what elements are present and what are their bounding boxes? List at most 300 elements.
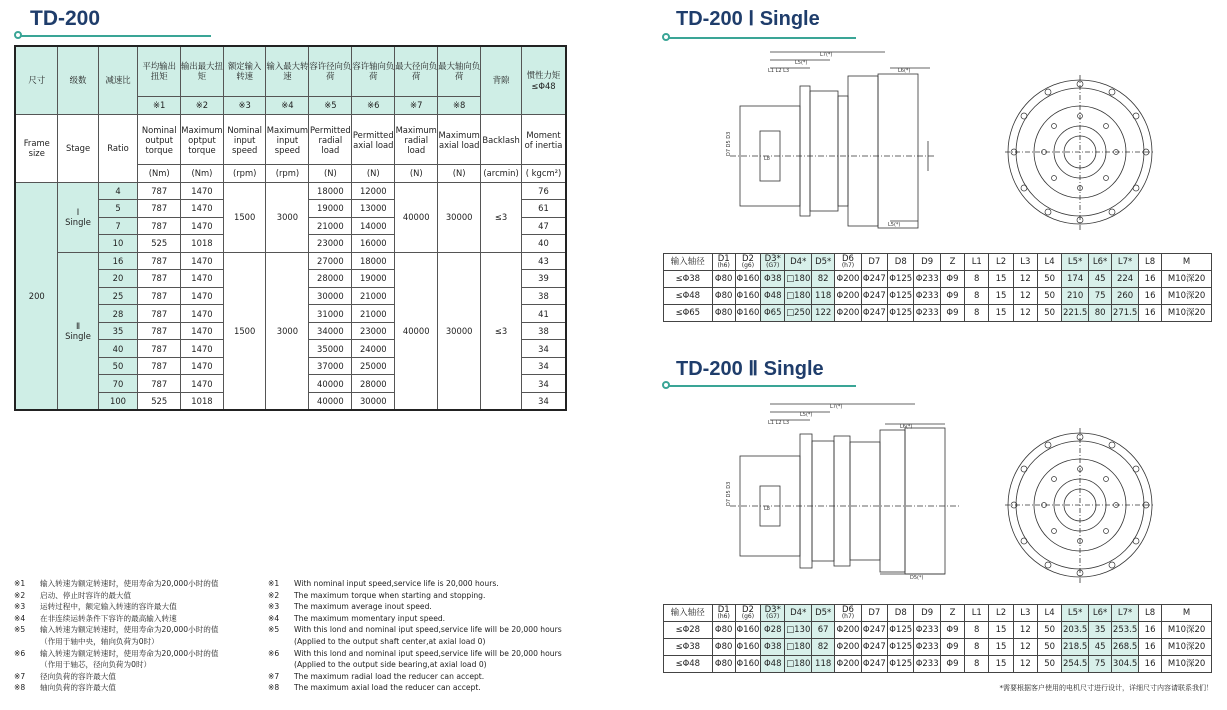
note-row xyxy=(268,648,562,660)
nominal-torque-cell: 787 xyxy=(138,252,181,270)
ratio-cell: 28 xyxy=(98,305,138,323)
ratio-cell: 35 xyxy=(98,322,138,340)
dim-cell: Φ125 xyxy=(888,622,914,639)
dim-cell: ≤Φ48 xyxy=(664,288,713,305)
dim-header-label: L3 xyxy=(1020,256,1031,267)
max-speed-cell: 3000 xyxy=(266,252,309,410)
dim-cell: Φ80 xyxy=(712,622,735,639)
svg-text:L1 L2 L3: L1 L2 L3 xyxy=(768,420,790,426)
note-text: The maximum torque when starting and stopping. xyxy=(294,590,486,600)
bottom-right-title: TD-200 Ⅱ Single xyxy=(676,358,824,380)
top-right-title-dot xyxy=(662,33,670,41)
inertia-cell: 76 xyxy=(522,182,567,200)
dim-header-sub: (h7) xyxy=(841,613,855,621)
table-row xyxy=(664,656,1212,673)
dim-cell: 75 xyxy=(1089,288,1112,305)
dim-cell: Φ160 xyxy=(735,639,760,656)
dim-cell: Φ125 xyxy=(888,639,914,656)
bottom-front-view-drawing xyxy=(1005,420,1160,590)
note-row xyxy=(14,671,218,683)
dim-header xyxy=(1089,605,1112,622)
max-torque-cell: 1470 xyxy=(180,270,223,288)
dim-cell: Φ247 xyxy=(861,656,887,673)
dim-header-label: D5* xyxy=(815,607,832,618)
dim-header-row xyxy=(664,605,1212,622)
header-cn: 级数 xyxy=(58,46,98,115)
dim-header xyxy=(664,254,713,271)
note-text: 轴向负荷的容许最大值 xyxy=(40,683,116,693)
dim-cell: Φ160 xyxy=(735,271,760,288)
note-text: 输入转速为额定转速时，使用寿命为20,000小时的值 xyxy=(40,625,219,635)
note-key: ※4 xyxy=(268,613,280,623)
permitted-axial-cell: 12000 xyxy=(352,182,395,200)
dim-cell: 221.5 xyxy=(1062,305,1089,322)
permitted-axial-cell: 25000 xyxy=(352,357,395,375)
dim-cell: 174 xyxy=(1062,271,1089,288)
ratio-cell: 25 xyxy=(98,287,138,305)
note-text: 径向负荷的容许最大值 xyxy=(40,671,116,681)
bottom-right-title-dot xyxy=(662,381,670,389)
nominal-torque-cell: 787 xyxy=(138,200,181,218)
dim-cell: 50 xyxy=(1037,639,1061,656)
ratio-cell: 100 xyxy=(98,392,138,410)
permitted-axial-cell: 24000 xyxy=(352,340,395,358)
dim-cell: 224 xyxy=(1112,271,1139,288)
dim-header xyxy=(761,254,785,271)
max-torque-cell: 1470 xyxy=(180,182,223,200)
nominal-torque-cell: 787 xyxy=(138,270,181,288)
footnote: *需要根据客户使用的电机尺寸进行设计，详细尺寸内容请联系我们！ xyxy=(999,684,1213,692)
dim-header-label: D5* xyxy=(815,256,832,267)
dim-cell: Φ80 xyxy=(712,288,735,305)
dim-header-label: L4 xyxy=(1044,256,1055,267)
dim-cell: □180 xyxy=(785,656,812,673)
header-cn: 容许径向负荷 xyxy=(309,46,352,96)
note-key: ※6 xyxy=(14,648,26,658)
dim-cell: Φ125 xyxy=(888,288,914,305)
backlash-cell: ≤3 xyxy=(481,182,522,252)
note-row xyxy=(14,578,218,590)
dim-cell: Φ200 xyxy=(835,271,861,288)
svg-text:L5(*): L5(*) xyxy=(800,412,813,418)
dim-cell: 82 xyxy=(812,271,835,288)
dim-cell: Φ233 xyxy=(914,305,940,322)
note-key: ※2 xyxy=(268,590,280,600)
dim-header xyxy=(989,254,1013,271)
dim-cell: Φ233 xyxy=(914,271,940,288)
header-note: ※5 xyxy=(309,96,352,114)
dim-cell: 16 xyxy=(1138,288,1161,305)
header-cn: 平均输出扭矩 xyxy=(138,46,181,96)
stage-cell xyxy=(58,182,98,252)
dim-header-label: D3* xyxy=(764,253,781,264)
note-text: The maximum radial load the reducer can accept. xyxy=(294,671,485,681)
dim-header-sub: (G7) xyxy=(766,613,780,621)
max-radial-cell: 40000 xyxy=(395,252,438,410)
backlash-cell: ≤3 xyxy=(481,252,522,410)
dim-header-label: D8 xyxy=(894,607,907,618)
dim-header-label: L4 xyxy=(1044,607,1055,618)
permitted-axial-cell: 21000 xyxy=(352,305,395,323)
header-unit: (Nm) xyxy=(180,165,223,182)
dim-cell: Φ200 xyxy=(835,305,861,322)
dim-header-label: D2 xyxy=(741,604,754,615)
max-torque-cell: 1018 xyxy=(180,392,223,410)
dim-cell: 254.5 xyxy=(1062,656,1089,673)
permitted-radial-cell: 31000 xyxy=(309,305,352,323)
svg-text:L7(*): L7(*) xyxy=(830,404,843,410)
max-torque-cell: 1018 xyxy=(180,235,223,253)
note-row xyxy=(268,578,562,590)
dim-cell: Φ233 xyxy=(914,622,940,639)
header-unit: (Nm) xyxy=(138,165,181,182)
dim-header-label: D7 xyxy=(868,256,881,267)
dim-cell: 218.5 xyxy=(1062,639,1089,656)
dim-header-label: L5* xyxy=(1067,256,1083,267)
nominal-torque-cell: 787 xyxy=(138,182,181,200)
notes-chinese xyxy=(14,578,218,694)
dim-cell: Φ9 xyxy=(940,305,964,322)
dim-header xyxy=(940,605,964,622)
dim-cell: ≤Φ28 xyxy=(664,622,713,639)
header-en: Permitted axial load xyxy=(352,115,395,165)
dim-cell: Φ80 xyxy=(712,656,735,673)
dim-header xyxy=(664,605,713,622)
frame-size: 200 xyxy=(15,182,58,410)
header-note: ※4 xyxy=(266,96,309,114)
dim-header-label: L3 xyxy=(1020,607,1031,618)
dim-header xyxy=(965,605,989,622)
svg-text:D7 D5 D3: D7 D5 D3 xyxy=(726,481,732,506)
dim-header xyxy=(712,254,735,271)
dim-cell: Φ160 xyxy=(735,305,760,322)
inertia-cell: 47 xyxy=(522,217,567,235)
note-key: ※3 xyxy=(268,602,280,612)
bottom-side-view-drawing xyxy=(720,396,970,586)
header-en: Maximum optput torque xyxy=(180,115,223,165)
dim-cell: 8 xyxy=(965,271,989,288)
note-key: ※5 xyxy=(14,625,26,635)
dim-cell: Φ160 xyxy=(735,288,760,305)
note-row xyxy=(14,682,218,694)
dim-cell: Φ233 xyxy=(914,639,940,656)
spec-table xyxy=(14,45,567,411)
dim-header-label: D9 xyxy=(921,607,934,618)
dim-cell: □180 xyxy=(785,271,812,288)
note-text: （作用于轴芯，径向负荷为0时） xyxy=(40,660,152,670)
dim-cell: M10深20 xyxy=(1162,639,1212,656)
svg-text:D7 D5 D3: D7 D5 D3 xyxy=(726,131,732,156)
ratio-cell: 16 xyxy=(98,252,138,270)
table-row xyxy=(664,622,1212,639)
permitted-axial-cell: 28000 xyxy=(352,375,395,393)
dim-cell: 203.5 xyxy=(1062,622,1089,639)
note-row xyxy=(14,636,218,648)
dim-header-label: M xyxy=(1182,607,1191,618)
note-text: 输入转速为额定转速时，使用寿命为20,000小时的值 xyxy=(40,648,219,658)
dim-header xyxy=(888,605,914,622)
table-row xyxy=(15,252,566,270)
inertia-cell: 34 xyxy=(522,392,567,410)
note-key xyxy=(14,636,40,648)
dim-cell: Φ200 xyxy=(835,656,861,673)
dim-cell: M10深20 xyxy=(1162,271,1212,288)
nominal-torque-cell: 525 xyxy=(138,235,181,253)
note-text: 启动、停止时容许的最大值 xyxy=(40,590,132,600)
dim-header-label: Z xyxy=(949,256,956,267)
inertia-cell: 34 xyxy=(522,375,567,393)
header-en: Nominal input speed xyxy=(223,115,266,165)
top-front-view-drawing xyxy=(1005,70,1160,235)
nominal-torque-cell: 787 xyxy=(138,340,181,358)
header-cn: 最大轴向负荷 xyxy=(438,46,481,96)
permitted-axial-cell: 14000 xyxy=(352,217,395,235)
ratio-cell: 10 xyxy=(98,235,138,253)
permitted-radial-cell: 34000 xyxy=(309,322,352,340)
note-key xyxy=(268,659,294,671)
dim-cell: 210 xyxy=(1062,288,1089,305)
note-key: ※8 xyxy=(14,683,26,693)
header-cn: 背隙 xyxy=(481,46,522,115)
dim-cell: 15 xyxy=(989,639,1013,656)
dim-cell: 80 xyxy=(1089,305,1112,322)
dim-cell: 304.5 xyxy=(1112,656,1139,673)
note-row xyxy=(14,601,218,613)
dim-cell: M10深20 xyxy=(1162,622,1212,639)
dim-header xyxy=(861,254,887,271)
max-speed-cell: 3000 xyxy=(266,182,309,252)
header-cn: 减速比 xyxy=(98,46,138,115)
dim-cell: Φ247 xyxy=(861,639,887,656)
table-row xyxy=(664,288,1212,305)
permitted-axial-cell: 30000 xyxy=(352,392,395,410)
dim-cell: Φ48 xyxy=(761,656,785,673)
svg-text:L8: L8 xyxy=(764,506,770,512)
max-torque-cell: 1470 xyxy=(180,375,223,393)
header-note: ※8 xyxy=(438,96,481,114)
note-row xyxy=(14,648,218,660)
stage-label: Single xyxy=(65,217,91,228)
left-title: TD-200 xyxy=(30,7,101,30)
dim-cell: 12 xyxy=(1013,271,1037,288)
dim-header-sub: (g6) xyxy=(741,262,755,270)
note-key: ※4 xyxy=(14,613,26,623)
notes-english xyxy=(268,578,562,694)
header-unit: (rpm) xyxy=(223,165,266,182)
nominal-speed-cell: 1500 xyxy=(223,252,266,410)
top-side-view-drawing xyxy=(720,46,955,236)
permitted-radial-cell: 28000 xyxy=(309,270,352,288)
stage-cell xyxy=(58,252,98,410)
dim-cell: ≤Φ48 xyxy=(664,656,713,673)
dim-cell: Φ200 xyxy=(835,288,861,305)
header-unit: (N) xyxy=(352,165,395,182)
dim-header xyxy=(812,254,835,271)
header-note: ※7 xyxy=(395,96,438,114)
dim-header-label: L6* xyxy=(1092,607,1108,618)
dim-header-label: L7* xyxy=(1117,607,1133,618)
svg-text:D5(*): D5(*) xyxy=(910,575,924,581)
header-unit: (arcmin) xyxy=(481,165,522,182)
dim-cell: Φ200 xyxy=(835,622,861,639)
inertia-cell: 34 xyxy=(522,340,567,358)
dim-cell: Φ9 xyxy=(940,271,964,288)
dim-cell: ≤Φ38 xyxy=(664,271,713,288)
header-en: Maximum axial load xyxy=(438,115,481,165)
permitted-radial-cell: 21000 xyxy=(309,217,352,235)
ratio-cell: 7 xyxy=(98,217,138,235)
header-cn: 最大径向负荷 xyxy=(395,46,438,96)
dim-cell: 82 xyxy=(812,639,835,656)
header-en: Frame size xyxy=(15,115,58,183)
dim-cell: 8 xyxy=(965,639,989,656)
dim-cell: ≤Φ38 xyxy=(664,639,713,656)
dim-header xyxy=(861,605,887,622)
ratio-cell: 5 xyxy=(98,200,138,218)
dim-cell: 50 xyxy=(1037,288,1061,305)
dim-cell: Φ200 xyxy=(835,639,861,656)
dim-header-label: L1 xyxy=(971,607,982,618)
max-torque-cell: 1470 xyxy=(180,287,223,305)
dim-header-label: L8 xyxy=(1145,256,1156,267)
dim-header xyxy=(1062,254,1089,271)
permitted-radial-cell: 37000 xyxy=(309,357,352,375)
dim-cell: Φ247 xyxy=(861,622,887,639)
dim-header xyxy=(835,605,861,622)
note-key: ※6 xyxy=(268,648,280,658)
note-text: With this lond and nominal iput speed,service life will be 20,000 hours xyxy=(294,625,562,635)
nominal-torque-cell: 787 xyxy=(138,217,181,235)
dim-header-label: L2 xyxy=(995,256,1007,267)
dim-header xyxy=(735,605,760,622)
dim-cell: 15 xyxy=(989,656,1013,673)
dim-cell: 122 xyxy=(812,305,835,322)
top-dimension-table xyxy=(663,253,1212,322)
inertia-cell: 41 xyxy=(522,305,567,323)
dim-cell: 50 xyxy=(1037,622,1061,639)
max-torque-cell: 1470 xyxy=(180,252,223,270)
dim-cell: Φ9 xyxy=(940,288,964,305)
dim-header xyxy=(761,605,785,622)
dim-header xyxy=(1089,254,1112,271)
svg-text:L8: L8 xyxy=(764,156,770,162)
dim-cell: M10深20 xyxy=(1162,305,1212,322)
inertia-cell: 38 xyxy=(522,287,567,305)
dim-header xyxy=(914,605,940,622)
dim-cell: 50 xyxy=(1037,656,1061,673)
header-unit: (rpm) xyxy=(266,165,309,182)
dim-header xyxy=(835,254,861,271)
header-note: ※1 xyxy=(138,96,181,114)
inertia-cell: 61 xyxy=(522,200,567,218)
dim-cell: 75 xyxy=(1089,656,1112,673)
dim-cell: Φ80 xyxy=(712,305,735,322)
dim-header-label: L7* xyxy=(1117,256,1133,267)
left-title-underline xyxy=(18,35,211,37)
note-row xyxy=(14,613,218,625)
permitted-radial-cell: 18000 xyxy=(309,182,352,200)
note-text: 输入转速为额定转速时，使用寿命为20,000小时的值 xyxy=(40,579,219,588)
dim-cell: 8 xyxy=(965,288,989,305)
dim-cell: 15 xyxy=(989,305,1013,322)
note-key: ※1 xyxy=(268,579,280,588)
dim-cell: Φ125 xyxy=(888,305,914,322)
permitted-radial-cell: 19000 xyxy=(309,200,352,218)
permitted-radial-cell: 40000 xyxy=(309,375,352,393)
dim-cell: Φ160 xyxy=(735,622,760,639)
dim-header-row xyxy=(664,254,1212,271)
note-key: ※3 xyxy=(14,602,26,612)
left-title-dot xyxy=(14,31,22,39)
note-text: 在非连续运转条件下容许的最高输入转速 xyxy=(40,613,177,623)
svg-text:L5(*): L5(*) xyxy=(888,222,901,228)
bottom-right-title-underline xyxy=(666,385,856,387)
header-note: ※3 xyxy=(223,96,266,114)
dim-header-label: Z xyxy=(949,607,956,618)
dim-cell: 67 xyxy=(812,622,835,639)
dim-header-label: D4* xyxy=(790,607,807,618)
dim-cell: □180 xyxy=(785,288,812,305)
dim-cell: 8 xyxy=(965,656,989,673)
dim-cell: M10深20 xyxy=(1162,656,1212,673)
note-row xyxy=(268,601,562,613)
permitted-axial-cell: 16000 xyxy=(352,235,395,253)
stage-numeral: Ⅰ xyxy=(76,207,80,218)
dim-header-label: D9 xyxy=(921,256,934,267)
max-torque-cell: 1470 xyxy=(180,217,223,235)
dim-header xyxy=(1162,605,1212,622)
dim-header xyxy=(1162,254,1212,271)
nominal-torque-cell: 787 xyxy=(138,305,181,323)
note-text: 运转过程中，额定输入转速的容许最大值 xyxy=(40,602,177,612)
note-text: （作用于轴中央，轴向负荷为0时） xyxy=(40,636,159,646)
dim-cell: Φ247 xyxy=(861,288,887,305)
dim-cell: Φ9 xyxy=(940,639,964,656)
dim-cell: Φ125 xyxy=(888,271,914,288)
dim-header xyxy=(812,605,835,622)
dim-cell: Φ233 xyxy=(914,288,940,305)
dim-cell: 15 xyxy=(989,288,1013,305)
table-row xyxy=(664,639,1212,656)
max-torque-cell: 1470 xyxy=(180,322,223,340)
dim-cell: 8 xyxy=(965,305,989,322)
dim-header-label: 输入轴径 xyxy=(670,607,705,618)
svg-text:L7(*): L7(*) xyxy=(820,52,833,58)
dim-header xyxy=(914,254,940,271)
note-text: (Applied to the output shaft center,at axial load 0) xyxy=(294,636,486,646)
note-key: ※1 xyxy=(14,579,26,588)
note-text: The maximum axial load the reducer can accept. xyxy=(294,683,481,693)
dim-cell: □130 xyxy=(785,622,812,639)
table-row xyxy=(664,305,1212,322)
header-cn: 尺寸 xyxy=(15,46,58,115)
dim-header-label: L1 xyxy=(971,256,982,267)
dim-header-label: D3* xyxy=(764,604,781,615)
ratio-cell: 20 xyxy=(98,270,138,288)
nominal-torque-cell: 787 xyxy=(138,322,181,340)
nominal-speed-cell: 1500 xyxy=(223,182,266,252)
dim-cell: Φ38 xyxy=(761,271,785,288)
header-unit: (N) xyxy=(309,165,352,182)
max-torque-cell: 1470 xyxy=(180,200,223,218)
header-cn: 输入最大转速 xyxy=(266,46,309,96)
inertia-cell: 34 xyxy=(522,357,567,375)
dim-header xyxy=(1037,605,1061,622)
dim-cell: 118 xyxy=(812,656,835,673)
ratio-cell: 50 xyxy=(98,357,138,375)
note-row xyxy=(268,682,562,694)
bottom-dimension-table xyxy=(663,604,1212,673)
